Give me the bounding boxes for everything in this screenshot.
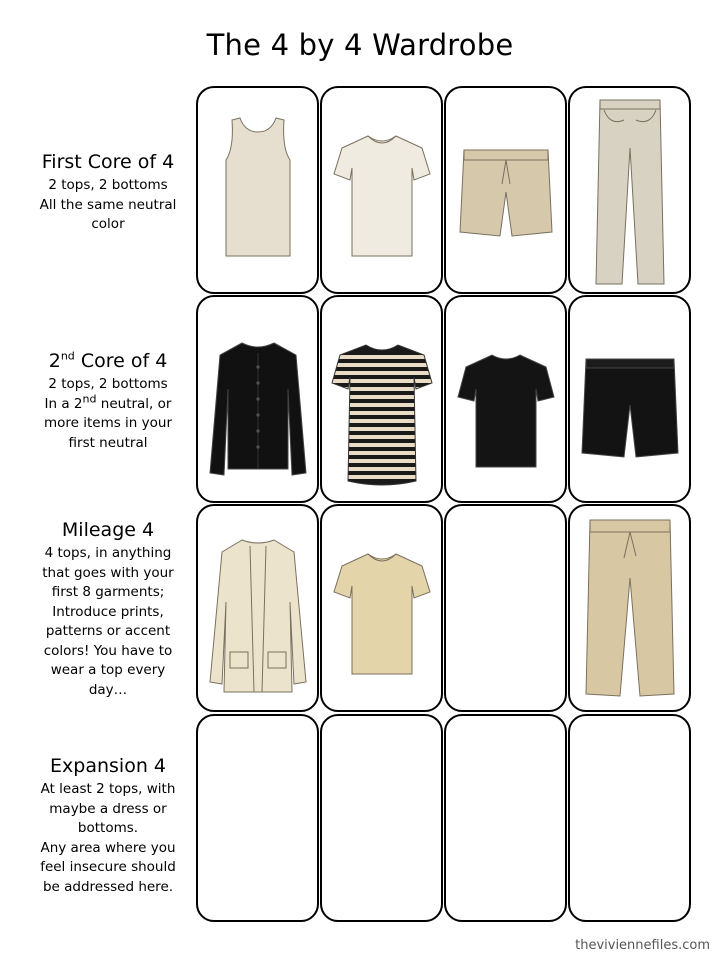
- empty-wardrobe-card: [444, 504, 567, 712]
- row-label-mileage: [20, 519, 196, 700]
- row-description-line: 4 tops, in anything: [44, 545, 172, 561]
- button-front-cardigan-image: [198, 297, 317, 501]
- sleeveless-tank-top-image: [198, 88, 317, 292]
- row-heading: First Core of 4: [41, 151, 175, 173]
- wardrobe-card: [568, 86, 691, 294]
- row-description-line: 2 tops, 2 bottoms: [48, 376, 168, 392]
- five-pocket-jeans-image: [570, 88, 689, 292]
- row-description-line: Any area where you: [40, 839, 176, 856]
- long-open-cardigan-image: [198, 506, 317, 710]
- row-description-line: At least 2 tops, with: [40, 781, 176, 797]
- wardrobe-card: [196, 86, 319, 294]
- wardrobe-card: [444, 86, 567, 294]
- drawstring-shorts-image: [446, 88, 565, 292]
- wardrobe-card: [320, 295, 443, 503]
- wardrobe-card: [196, 504, 319, 712]
- crew-neck-t-shirt-image: [446, 297, 565, 501]
- wardrobe-card: [568, 504, 691, 712]
- row-label-expansion: [20, 755, 196, 897]
- empty-wardrobe-card: [320, 714, 443, 922]
- row-description-line: more items in your: [43, 415, 173, 431]
- drawstring-pants-image: [570, 506, 689, 710]
- row-label-first-core: [20, 151, 196, 235]
- wardrobe-card: [568, 295, 691, 503]
- row-description-line: color: [91, 216, 125, 232]
- row-heading-text: 2nd Core of 4: [48, 349, 168, 372]
- empty-wardrobe-card: [444, 714, 567, 922]
- row-description-line: wear a top every: [50, 662, 166, 678]
- watermark: theviviennefiles.com: [575, 938, 710, 953]
- empty-wardrobe-card: [568, 714, 691, 922]
- short-sleeve-t-shirt-image: [322, 88, 441, 292]
- row-description-line: feel insecure should: [40, 859, 176, 875]
- row-description-line: bottoms.: [77, 820, 139, 836]
- wardrobe-card: [320, 504, 443, 712]
- row-heading: Expansion 4: [50, 755, 166, 777]
- row-description-line: day…: [88, 681, 128, 698]
- empty-wardrobe-card: [196, 714, 319, 922]
- row-description-line: that goes with your: [42, 564, 174, 581]
- row-heading: [20, 350, 196, 373]
- row-description-line: maybe a dress or: [49, 800, 167, 817]
- row-description-line: In a 2nd neutral, or: [44, 392, 172, 412]
- short-sleeve-t-shirt-image: [322, 506, 441, 710]
- row-description-line: 2 tops, 2 bottoms: [48, 177, 168, 193]
- row-description-line: first 8 garments;: [51, 584, 165, 600]
- row-description-line: first neutral: [68, 434, 148, 451]
- striped-t-shirt-image: [322, 297, 441, 501]
- page-title: The 4 by 4 Wardrobe: [206, 28, 514, 62]
- row-description-line: patterns or accent: [45, 623, 171, 639]
- bermuda-shorts-image: [570, 297, 689, 501]
- wardrobe-card: [196, 295, 319, 503]
- wardrobe-card: [320, 86, 443, 294]
- row-label-second-core: [20, 350, 196, 453]
- wardrobe-card: [444, 295, 567, 503]
- row-heading: Mileage 4: [61, 519, 155, 541]
- row-description-line: be addressed here.: [42, 878, 174, 895]
- row-description-line: colors! You have to: [43, 642, 173, 659]
- row-description-line: Introduce prints,: [52, 603, 164, 620]
- row-description-line: All the same neutral: [39, 196, 177, 213]
